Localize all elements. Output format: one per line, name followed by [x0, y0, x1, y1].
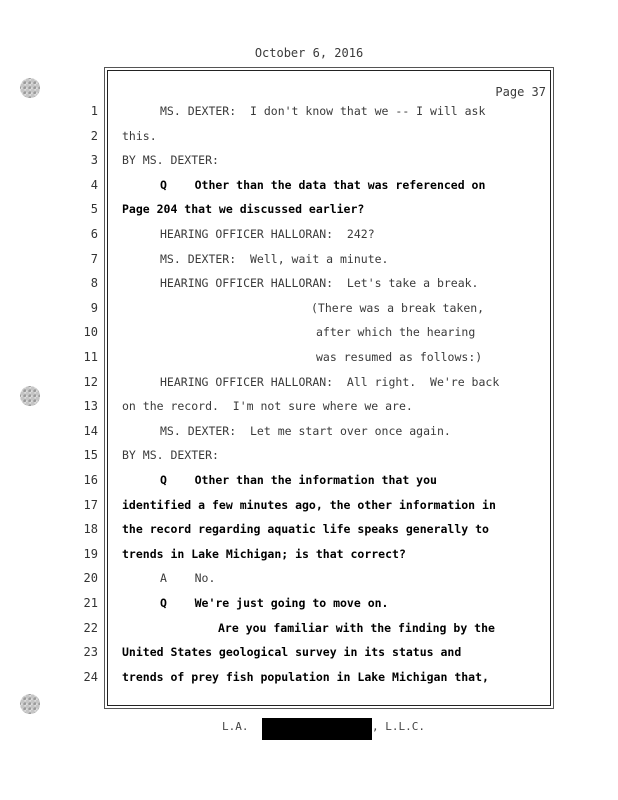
line-text: A No. — [160, 571, 216, 586]
header-date: October 6, 2016 — [254, 46, 364, 60]
transcript-line — [0, 375, 618, 399]
redaction-bar — [262, 718, 372, 740]
line-number: 15 — [83, 448, 98, 463]
line-number: 5 — [90, 202, 98, 217]
line-number: 8 — [90, 276, 98, 291]
line-number: 14 — [83, 423, 98, 438]
transcript-line — [0, 522, 618, 546]
transcript-line — [0, 571, 618, 595]
line-number: 10 — [83, 325, 98, 340]
line-text: Page 204 that we discussed earlier? — [122, 202, 365, 217]
line-text: trends in Lake Michigan; is that correct? — [122, 546, 406, 561]
line-number: 22 — [83, 620, 98, 635]
transcript-line — [0, 547, 618, 571]
line-text: MS. DEXTER: I don't know that we -- I will ask — [160, 104, 486, 118]
footer — [0, 718, 618, 740]
line-number: 21 — [83, 596, 98, 610]
transcript-line — [0, 178, 618, 202]
transcript-line — [0, 301, 618, 325]
line-number: 23 — [83, 645, 98, 660]
transcript-line — [0, 670, 618, 694]
transcript-line — [0, 621, 618, 645]
line-text: HEARING OFFICER HALLORAN: 242? — [160, 227, 375, 241]
transcript-line — [0, 129, 618, 153]
transcript-line — [0, 350, 618, 374]
line-text: Q Other than the data that was referenced on — [160, 177, 486, 192]
line-text: Q Other than the information that you — [160, 473, 437, 487]
footer-right-text: , L.L.C. — [372, 720, 425, 733]
line-text: Are you familiar with the finding by the — [218, 620, 495, 635]
line-text: trends of prey fish population in Lake Michigan that, — [122, 669, 489, 684]
binder-hole-bottom — [20, 694, 40, 714]
line-text: this. — [122, 128, 157, 143]
line-text: HEARING OFFICER HALLORAN: Let's take a break. — [160, 276, 479, 291]
line-text: HEARING OFFICER HALLORAN: All right. We're back — [160, 374, 500, 389]
transcript-line — [0, 276, 618, 300]
line-number: 11 — [83, 350, 98, 364]
transcript-line — [0, 104, 618, 128]
line-number: 20 — [83, 571, 98, 586]
line-number: 17 — [83, 497, 98, 512]
line-text: Q We're just going to move on. — [160, 596, 389, 610]
line-text: identified a few minutes ago, the other information in — [122, 497, 496, 512]
line-number: 2 — [90, 128, 98, 143]
line-number: 4 — [90, 177, 98, 192]
footer-left-text: L.A. — [222, 720, 249, 733]
transcript-line — [0, 498, 618, 522]
transcript-line — [0, 202, 618, 226]
transcript-line — [0, 252, 618, 276]
line-number: 19 — [83, 546, 98, 561]
line-text: MS. DEXTER: Let me start over once again. — [160, 423, 451, 438]
line-text: was resumed as follows:) — [316, 350, 483, 364]
transcript-line — [0, 473, 618, 497]
line-number: 13 — [83, 399, 98, 414]
transcript-line — [0, 596, 618, 620]
transcript-line — [0, 448, 618, 472]
line-number: 12 — [83, 374, 98, 389]
line-number: 24 — [83, 669, 98, 684]
line-text: on the record. I'm not sure where we are. — [122, 399, 413, 414]
line-text: BY MS. DEXTER: — [122, 153, 219, 168]
transcript-line — [0, 399, 618, 423]
line-text: the record regarding aquatic life speaks generally to — [122, 522, 489, 537]
line-text: MS. DEXTER: Well, wait a minute. — [160, 251, 389, 266]
transcript-line — [0, 153, 618, 177]
line-number: 9 — [90, 300, 98, 315]
line-number: 18 — [83, 522, 98, 537]
line-number: 1 — [90, 104, 98, 118]
transcript-line — [0, 227, 618, 251]
line-number: 6 — [90, 227, 98, 241]
line-number: 16 — [83, 473, 98, 487]
transcript-line — [0, 645, 618, 669]
line-text: United States geological survey in its status and — [122, 645, 462, 660]
transcript-line — [0, 325, 618, 349]
line-number: 7 — [90, 251, 98, 266]
page-number: Page 37 — [495, 85, 546, 99]
line-text: after which the hearing — [316, 325, 476, 340]
transcript-line — [0, 424, 618, 448]
line-text: (There was a break taken, — [311, 300, 485, 315]
binder-hole-top — [20, 78, 40, 98]
line-number: 3 — [90, 153, 98, 168]
line-text: BY MS. DEXTER: — [122, 448, 219, 463]
